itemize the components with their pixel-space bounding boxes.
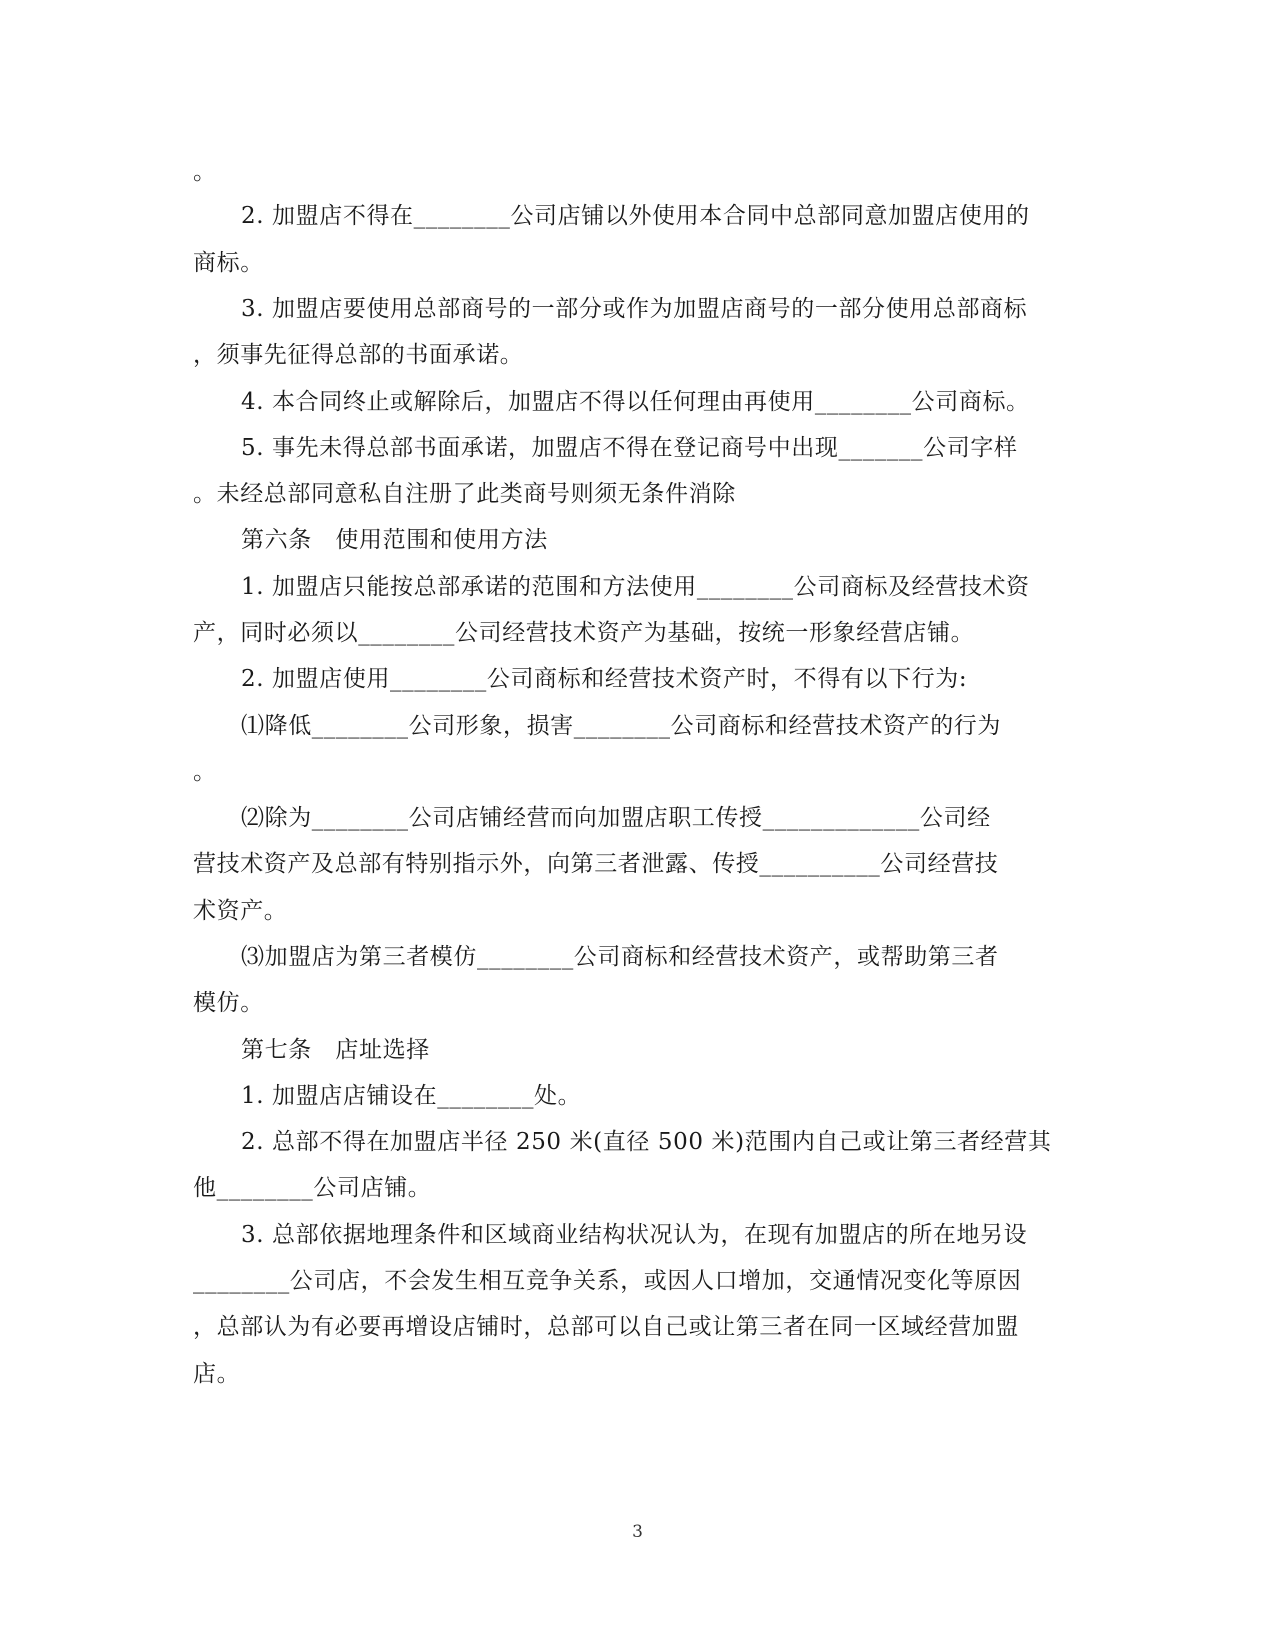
text-line: 3. 加盟店要使用总部商号的一部分或作为加盟店商号的一部分使用总部商标: [241, 296, 1028, 322]
text-line: 营技术资产及总部有特别指示外，向第三者泄露、传授__________公司经营技: [193, 851, 999, 877]
section-heading: 第六条 使用范围和使用方法: [241, 527, 548, 553]
text-line: 。: [193, 759, 217, 785]
text-line: 4. 本合同终止或解除后，加盟店不得以任何理由再使用________公司商标。: [241, 389, 1030, 415]
text-line: 。: [193, 159, 217, 185]
page-number: 3: [632, 1522, 643, 1542]
section-heading: 第七条 店址选择: [241, 1037, 430, 1063]
text-line: 术资产。: [193, 898, 288, 924]
text-line: ，总部认为有必要再增设店铺时，总部可以自己或让第三者在同一区域经营加盟: [193, 1314, 1019, 1340]
text-line: 。未经总部同意私自注册了此类商号则须无条件消除: [193, 481, 736, 507]
text-line: 产，同时必须以________公司经营技术资产为基础，按统一形象经营店铺。: [193, 620, 975, 646]
text-line: ________公司店，不会发生相互竞争关系，或因人口增加，交通情况变化等原因: [193, 1268, 1022, 1294]
text-line: ，须事先征得总部的书面承诺。: [193, 342, 524, 368]
text-line: 店。: [193, 1361, 241, 1387]
text-line: 2. 加盟店不得在________公司店铺以外使用本合同中总部同意加盟店使用的: [241, 203, 1030, 229]
text-line: 2. 总部不得在加盟店半径 250 米(直径 500 米)范围内自己或让第三者经营其: [241, 1129, 1052, 1155]
text-line: 2. 加盟店使用________公司商标和经营技术资产时，不得有以下行为:: [241, 666, 968, 692]
text-line: 他________公司店铺。: [193, 1175, 432, 1201]
text-line: 商标。: [193, 250, 264, 276]
text-line: 5. 事先未得总部书面承诺，加盟店不得在登记商号中出现_______公司字样: [241, 435, 1018, 461]
text-line: ⑵除为________公司店铺经营而向加盟店职工传授_____________公司经: [241, 805, 991, 831]
text-line: 模仿。: [193, 990, 264, 1016]
text-line: 3. 总部依据地理条件和区域商业结构状况认为，在现有加盟店的所在地另设: [241, 1222, 1028, 1248]
text-line: ⑶加盟店为第三者模仿________公司商标和经营技术资产，或帮助第三者: [241, 944, 999, 970]
text-line: 1. 加盟店只能按总部承诺的范围和方法使用________公司商标及经营技术资: [241, 574, 1030, 600]
text-line: ⑴降低________公司形象，损害________公司商标和经营技术资产的行为: [241, 713, 1001, 739]
text-line: 1. 加盟店店铺设在________处。: [241, 1083, 582, 1109]
